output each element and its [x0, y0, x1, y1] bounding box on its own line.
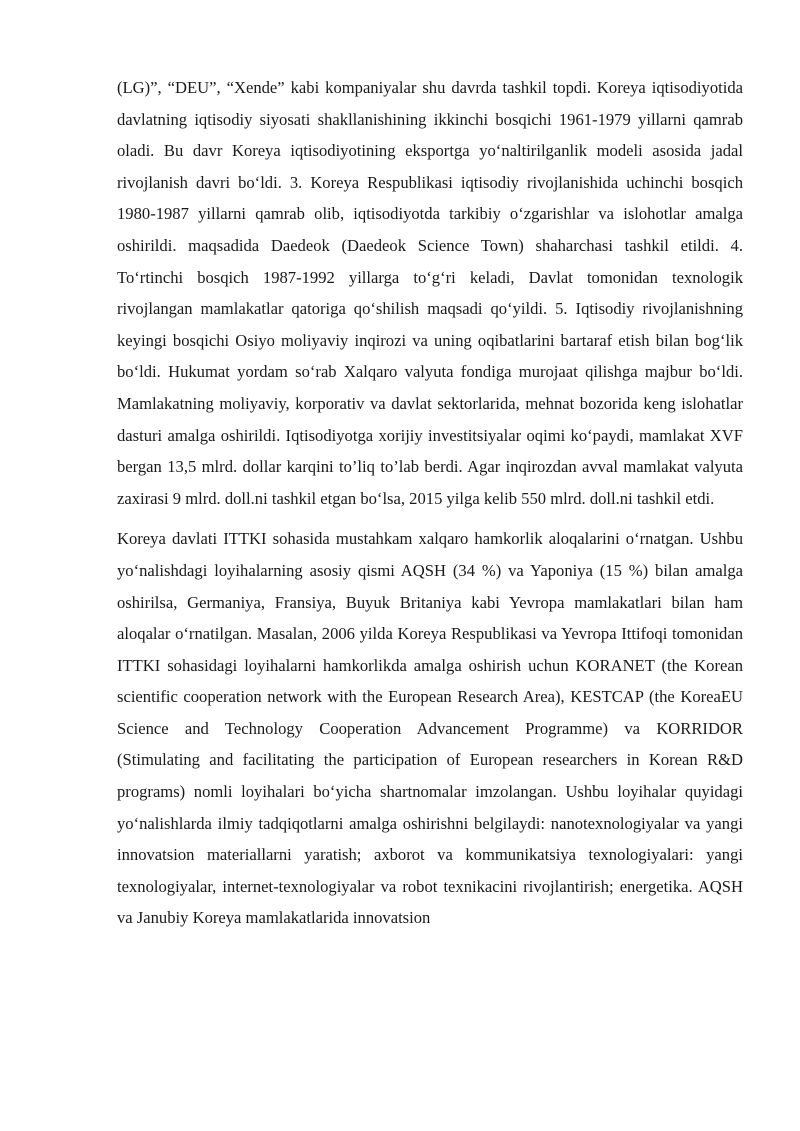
paragraph-korea-international-cooperation: Koreya davlati ITTKI sohasida mustahkam xalqaro hamkorlik aloqalarini o‘rnatgan. Ushbu yo‘nalishdagi loyihalarning asosiy qismi AQSH (34 %) va Yaponiya (15 %) bilan amalga oshirilsa, Germaniya, Fransiya, Buyuk Britaniya kabi Yevropa mamlakatlari bilan ham aloqalar o‘rnatilgan. Masalan, 2006 yilda Koreya Respublikasi va Yevropa Ittifoqi tomonidan ITTKI sohasidagi loyihalarni hamkorlikda amalga oshirish uchun KORANET (the Korean scientific cooperation network with the European Research Area), KESTCAP (the KoreaEU Science and Technology Cooperation Advancement Programme) va KORRIDOR (Stimulating and facilitating the participation of European researchers in Korean R&D programs) nomli loyihalari bo‘yicha shartnomalar imzolangan. Ushbu loyihalar quyidagi yo‘nalishlarda ilmiy tadqiqotlarni amalga oshirishni belgilaydi: nanotexnologiyalar va yangi innovatsion materiallarni yaratish; axborot va kommunikatsiya texnologiyalari: yangi texnologiyalar, internet-texnologiyalar va robot texnikacini rivojlantirish; energetika. AQSH va Janubiy Koreya mamlakatlarida innovatsion — [117, 529, 743, 928]
document-body — [117, 72, 743, 934]
paragraph-korea-economic-stages: (LG)”, “DEU”, “Xende” kabi kompaniyalar shu davrda tashkil topdi. Koreya iqtisodiyotida davlatning iqtisodiy siyosati shakllanishining ikkinchi bosqichi 1961-1979 yillarni qamrab oladi. Bu davr Koreya iqtisodiyotining eksportga yo‘naltirilganlik modeli asosida jadal rivojlanish davri bo‘ldi. 3. Koreya Respublikasi iqtisodiy rivojlanishida uchinchi bosqich 1980-1987 yillarni qamrab olib, iqtisodiyotda tarkibiy o‘zgarishlar va islohotlar amalga oshirildi. maqsadida Daedeok (Daedeok Science Town) shaharchasi tashkil etildi. 4. To‘rtinchi bosqich 1987-1992 yillarga to‘g‘ri keladi, Davlat tomonidan texnologik rivojlangan mamlakatlar qatoriga qo‘shilish maqsadi qo‘yildi. 5. Iqtisodiy rivojlanishning keyingi bosqichi Osiyo moliyaviy inqirozi va uning oqibatlarini bartaraf etish bilan bog‘lik bo‘ldi. Hukumat yordam so‘rab Xalqaro valyuta fondiga murojaat qilishga majbur bo‘ldi. Mamlakatning moliyaviy, korporativ va davlat sektorlarida, mehnat bozorida keng islohatlar dasturi amalga oshirildi. Iqtisodiyotga xorijiy investitsiyalar oqimi ko‘paydi, mamlakat XVF bergan 13,5 mlrd. dollar karqini to’liq to’lab berdi. Agar inqirozdan avval mamlakat valyuta zaxirasi 9 mlrd. doll.ni tashkil etgan bo‘lsa, 2015 yilga kelib 550 mlrd. doll.ni tashkil etdi. — [117, 78, 743, 508]
